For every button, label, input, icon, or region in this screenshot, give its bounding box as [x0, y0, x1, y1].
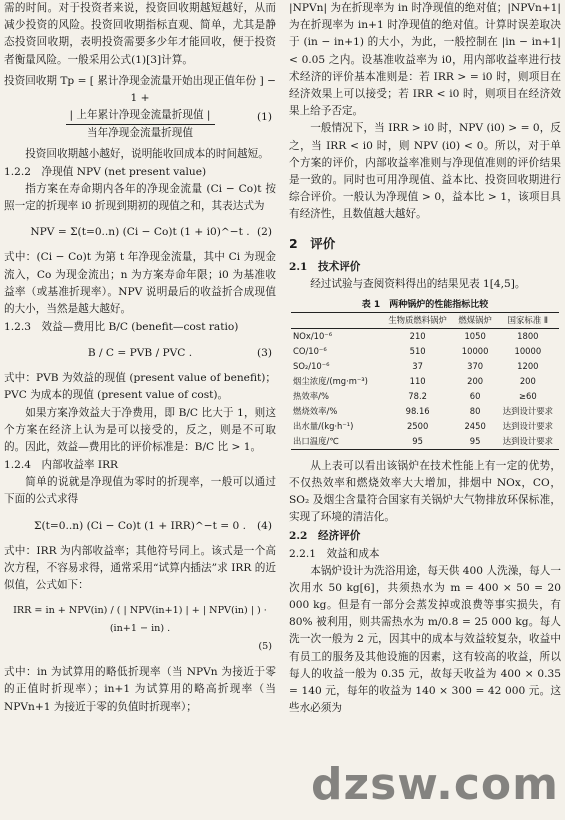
table-caption: 表 1 两种锅炉的性能指标比较 [361, 299, 489, 310]
formula-line: 投资回收期 Tp = [ 累计净现金流量开始出现正值年份 ] − 1 + [4, 74, 276, 104]
paragraph: 简单的说就是净现值为零时的折现率，一般可以通过下面的公式求得 [4, 476, 276, 506]
equation-number: (3) [256, 347, 272, 360]
formula-line: 当年净现金流量折现值 [87, 126, 193, 139]
formula-5 [4, 602, 276, 656]
table-cell: 烟尘浓度/(mg·m⁻³) [293, 375, 368, 386]
table-cell: 110 [409, 375, 426, 386]
paragraph: 式中：IRR 为内部收益率；其他符号同上。该式是一个高次方程，不容易求得，通常采用“试算内插法”求 IRR 的近似值，公式如下： [4, 544, 276, 592]
formula-3 [4, 344, 276, 362]
formula-text: Σ(t=0..n) (Ci − Co)t (1 + IRR)^−t = 0 . [34, 519, 246, 532]
table-row [291, 344, 559, 359]
table-row [291, 389, 559, 404]
table-cell: 510 [409, 345, 426, 356]
table-cell: 1200 [517, 360, 539, 371]
table-cell: 200 [519, 375, 536, 386]
table-cell: 37 [412, 360, 423, 371]
table-row [291, 404, 559, 419]
table-header-cell: 国家标准 Ⅱ [497, 312, 559, 328]
table-row [291, 374, 559, 389]
formula-text: B / C = PVB / PVC . [87, 347, 193, 360]
right-column [289, 0, 561, 820]
table-header-row [291, 312, 559, 328]
formula-1 [4, 73, 276, 142]
paragraph: 经过试验与查阅资料得出的结果见表 1[4,5]。 [310, 277, 526, 290]
table-cell: 出口温度/℃ [291, 434, 382, 450]
equation-number: (2) [256, 226, 272, 239]
table-header-cell: 生物质燃料锅炉 [382, 312, 454, 328]
table-cell: 出水量/(kg·h⁻¹) [293, 420, 354, 431]
table-cell: 98.16 [405, 405, 430, 416]
table-cell: ≥60 [518, 390, 537, 401]
section-heading: 1.2.4 内部收益率 IRR [4, 459, 119, 472]
table-row [291, 359, 559, 374]
table-cell: 210 [409, 330, 426, 341]
table-cell: CO/10⁻⁶ [293, 345, 327, 356]
paragraph: 需的时间。对于投资者来说，投资回收期越短越好，从而减少投资的风险。投资回收期指标直观、简单，尤其是静态投资回收期，表明投资需要多少年才能回收，便于投资者衡量风险。一般采用公式(1)[3]计算。 [4, 2, 276, 66]
table-cell: 达到设计要求 [497, 434, 559, 450]
paragraph: 式中：(Ci − Co)t 为第 t 年净现金流量，其中 Ci 为现金流入，Co 为现金流出；n 为方案寿命年限；i0 为基准收益率（或基准折现率）。NPV 说明最后的收益折合成现值的大小，当然是越大越好。 [4, 251, 276, 316]
table-cell: 10000 [514, 345, 542, 356]
section-heading: 1.2.2 净现值 NPV (net present value) [4, 166, 207, 179]
table-cell: 热效率/% [293, 390, 329, 401]
table-cell: 达到设计要求 [502, 405, 553, 416]
performance-table [291, 312, 559, 450]
table-cell: 370 [467, 360, 484, 371]
table-row [291, 434, 559, 450]
formula-4 [4, 517, 276, 535]
formula-text: IRR = in + NPV(in) / ( | NPV(in+1) | + | NPV(in) | ) · (in+1 − in) . [13, 605, 267, 635]
watermark-logo: dzsw.com [310, 759, 559, 810]
table-cell: 燃烧效率/% [293, 405, 338, 416]
formula-2 [4, 223, 276, 241]
table-cell: 达到设计要求 [502, 420, 553, 431]
left-column [4, 0, 276, 820]
section-heading: 2.2.1 效益和成本 [289, 547, 380, 560]
paragraph: 一般情况下，当 IRR > i0 时，NPV (i0) > = 0，反之，当 IRR < i0 时，则 NPV (i0) < 0。所以，对于单个方案的评价，内部收益率准则与净现值准则的评价结果是一致的。同时也可用净现值、益本比、投资回收期进行综合评价。一般认为净现值 > 0，益本比 > 1，该项目具有经济性，且数值越大越好。 [289, 122, 561, 221]
table-header-cell [291, 312, 382, 328]
table-cell: 1800 [517, 330, 539, 341]
section-heading: 1.2.3 效益—费用比 B/C (benefit—cost ratio) [4, 321, 239, 334]
formula-text: NPV = Σ(t=0..n) (Ci − Co)t (1 + i0)^−t . [30, 226, 250, 239]
formula-line: | 上年累计净现金流量折现值 | [66, 107, 215, 125]
equation-number: (4) [256, 519, 272, 532]
table-cell: 200 [467, 375, 484, 386]
equation-number: (1) [256, 110, 272, 123]
paragraph: 如果方案净效益大于净费用，即 B/C 比大于 1，则这个方案在经济上认为是可以接受的，反之，则是不可取的。因此，效益—费用比的评价标准是：B/C 比 > 1。 [4, 406, 276, 454]
table-cell: 10000 [461, 345, 489, 356]
paragraph: 投资回收期越小越好，说明能收回成本的时间越短。 [25, 147, 269, 160]
table-header-cell: 燃煤锅炉 [454, 312, 497, 328]
paragraph: 从上表可以看出该锅炉在技术性能上有一定的优势，不仅热效率和燃烧效率大大增加，排烟中 NOx，CO，SO₂ 及烟尘含量符合国家有关锅炉大气物排放环保标准，实现了环境的清洁化。 [289, 459, 561, 524]
equation-number: (5) [258, 641, 272, 653]
table-row [291, 328, 559, 344]
paragraph: 本锅炉设计为洗浴用途，每天供 400 人洗澡，每人一次用水 50 kg[6]，共须热水为 m = 400 × 50 = 20 000 kg。但是有一部分会蒸发掉或浪费等事实损失，有 80% 被利用，则共需热水为 m/0.8 = 25 000 kg。每人洗一次一般为 2 元，因其中的成本与效益较复杂，收益中有员工的服务及其他设施的因素，这有较高的收益，所以每人的收益一般为 0.35 元，故每天收益为 400 × 0.35 = 140 元，每年的收益为 140 × 300 = 42 000 元。这些水必须为 [289, 564, 561, 715]
table-cell: 2450 [464, 420, 486, 431]
paragraph: 指方案在寿命期内各年的净现金流量 (Ci − Co)t 按照一定的折现率 i0 折现到期初的现值之和，其表达式为 [4, 183, 276, 213]
table-cell: SO₂/10⁻⁶ [293, 360, 330, 371]
table-cell: 78.2 [408, 390, 427, 401]
section-heading: 2.2 经济评价 [289, 529, 361, 542]
table-cell: 95 [382, 434, 454, 450]
paragraph: 式中：in 为试算用的略低折现率（当 NPVn 为接近于零的正值时折现率）；in+1 为试算用的略高折现率（当 NPVn+1 为接近于零的负值时折现率）； [4, 666, 276, 713]
table-cell: NOx/10⁻⁶ [293, 330, 333, 341]
table-cell: 1050 [464, 330, 486, 341]
table-cell: 2500 [406, 420, 429, 431]
table-cell: 60 [469, 390, 481, 401]
table-cell: 80 [469, 405, 481, 416]
table-row [291, 419, 559, 434]
table-cell: 95 [454, 434, 497, 450]
paragraph: 式中：PVB 为效益的现值 (present value of benefit)；PVC 为成本的现值 (present value of cost)。 [4, 372, 276, 402]
section-heading: 2.1 技术评价 [289, 260, 361, 273]
paragraph: |NPVn| 为在折现率为 in 时净现值的绝对值；|NPVn+1| 为在折现率为 in+1 时净现值的绝对值。计算时误差取决于 (in − in+1) 的大小，为此，一般控制在 |in − in+1| < 0.05 之内。设基准收益率为 i0，用内部收益率进行技术经济的评价基本准则是：若 IRR > = i0 时，则项目在经济效果上可以接受；若 IRR < i0 时，则项目在经济效果上给予否定。 [289, 2, 561, 118]
section-heading: 2 评价 [289, 235, 336, 251]
